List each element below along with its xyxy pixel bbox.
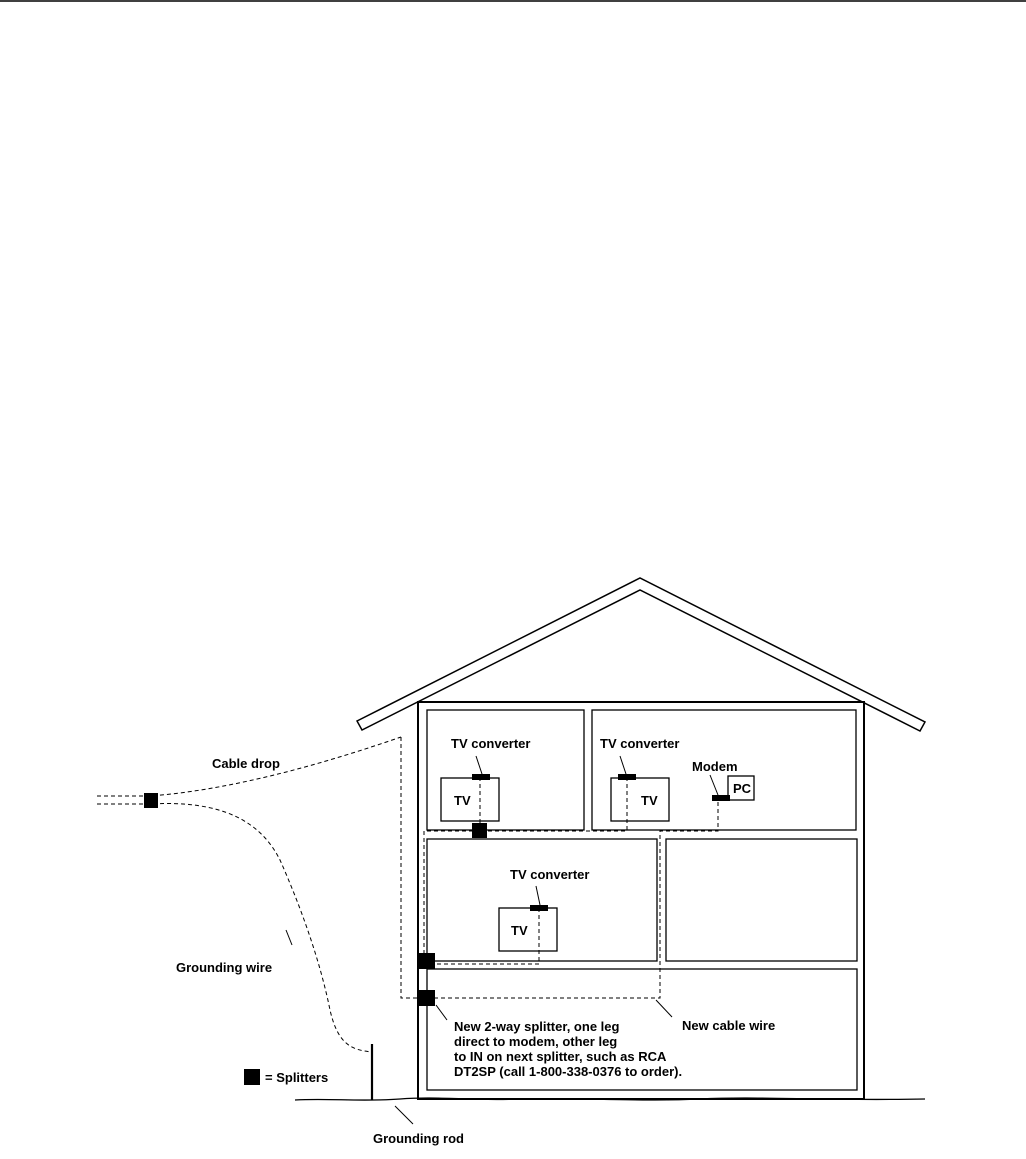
splitter-new-2-way: [419, 990, 435, 1006]
tv-converter-label: TV converter: [600, 736, 680, 751]
splitter-note-line: New 2-way splitter, one leg: [454, 1019, 620, 1034]
tv-middle: [499, 908, 557, 951]
splitters-legend-label: = Splitters: [265, 1070, 329, 1085]
splitter-middle: [419, 953, 435, 969]
leader-line: [476, 756, 482, 774]
room-upper-left: [427, 710, 584, 830]
splitter-note-line: DT2SP (call 1-800-338-0376 to order).: [454, 1064, 683, 1079]
tv-converter-label: TV converter: [510, 867, 590, 882]
tv-converter-label: TV converter: [451, 736, 531, 751]
tv-label: TV: [454, 793, 471, 808]
splitter-note-line: direct to modem, other leg: [454, 1034, 618, 1049]
leader-line: [395, 1106, 413, 1124]
leader-line: [620, 756, 626, 774]
grounding-wire-line: [97, 803, 372, 1052]
leader-line: [710, 775, 718, 795]
grounding-wire-label: Grounding wire: [176, 960, 273, 975]
modem-box: [712, 795, 730, 801]
splitter-note-line: to IN on next splitter, such as RCA: [454, 1049, 667, 1064]
tv-label: TV: [641, 793, 658, 808]
splitter-upper: [472, 823, 487, 838]
leader-line: [536, 886, 540, 905]
room-middle-right: [666, 839, 857, 961]
leader-line: [436, 1005, 447, 1020]
leader-line: [286, 930, 292, 945]
tv-converter-box: [472, 774, 490, 780]
splitter-outdoor: [144, 793, 158, 808]
roof: [357, 578, 925, 731]
new-cable-wire-label: New cable wire: [682, 1018, 776, 1033]
leader-line: [656, 1000, 672, 1017]
modem-label: Modem: [692, 759, 738, 774]
cable-drop-label: Cable drop: [212, 756, 280, 771]
splitter-legend-icon: [244, 1069, 260, 1085]
grounding-rod-label: Grounding rod: [373, 1131, 464, 1146]
tv-label: TV: [511, 923, 528, 938]
room-middle-left: [427, 839, 657, 961]
pc-label: PC: [733, 781, 752, 796]
tv-upper-right: [611, 778, 669, 821]
